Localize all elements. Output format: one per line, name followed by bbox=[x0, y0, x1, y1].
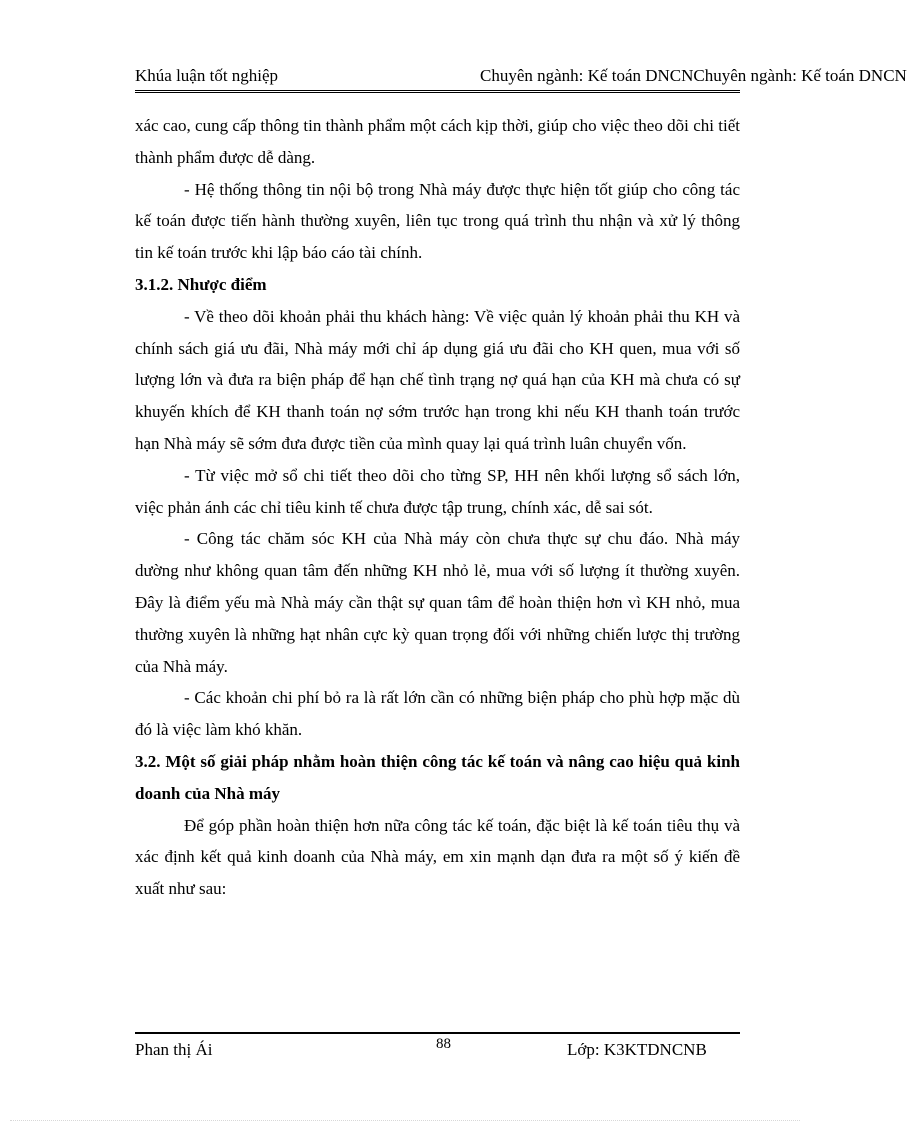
paragraph-costs: - Các khoản chi phí bỏ ra là rất lớn cần có những biện pháp cho phù hợp mặc dù đó là việc làm khó khăn. bbox=[135, 688, 740, 740]
paragraph-proposals-intro: Để góp phần hoàn thiện hơn nữa công tác kế toán, đặc biệt là kế toán tiêu thụ và xác định kết quả kinh doanh của Nhà máy, em xin mạnh dạn đưa ra một số ý kiến đề xuất như sau: bbox=[135, 815, 740, 899]
section-heading-solutions: 3.2. Một số giải pháp nhằm hoàn thiện công tác kế toán và nâng cao hiệu quả kinh doanh của Nhà máy bbox=[135, 751, 740, 803]
page-header bbox=[135, 62, 907, 93]
footer-author: Phan thị Ái bbox=[135, 1040, 213, 1059]
footer-class: Lớp: K3KTDNCNB bbox=[567, 1040, 707, 1059]
header-thesis-label: Khúa luận tốt nghiệp bbox=[135, 66, 279, 85]
header-major-label: Chuyên ngành: Kế toán DNCNChuyên ngành: Kế toán DNCN bbox=[480, 66, 907, 85]
paragraph-continuation: xác cao, cung cấp thông tin thành phẩm một cách kịp thời, giúp cho việc theo dõi chi tiết thành phẩm được dễ dàng. bbox=[135, 116, 740, 167]
page-number: 88 bbox=[436, 1036, 451, 1052]
paragraph-receivables: - Về theo dõi khoản phải thu khách hàng: Về việc quản lý khoản phải thu KH và chính sách giá ưu đãi, Nhà máy mới chỉ áp dụng giá ưu đãi cho KH quen, mua với số lượng lớn và đưa ra biện pháp để hạn chế tình trạng nợ quá hạn của KH mà chưa có sự khuyến khích để KH thanh toán nợ sớm trước hạn trong khi nếu KH thanh toán trước hạn Nhà máy sẽ sớm đưa được tiền của mình quay lại quá trình luân chuyển vốn. bbox=[135, 306, 740, 453]
page-body bbox=[135, 110, 740, 905]
page-bottom-edge bbox=[10, 1120, 800, 1121]
section-heading-weaknesses: 3.1.2. Nhược điểm bbox=[135, 274, 267, 294]
paragraph-customer-care: - Công tác chăm sóc KH của Nhà máy còn chưa thực sự chu đáo. Nhà máy dường như không quan tâm đến những KH nhỏ lẻ, mua với số lượng ít thường xuyên. Đây là điểm yếu mà Nhà máy cần thật sự quan tâm để hoàn thiện hơn vì KH nhỏ, mua thường xuyên là những hạt nhân cực kỳ quan trọng đối với những chiến lược thị trường của Nhà máy. bbox=[135, 529, 740, 676]
paragraph-ledgers: - Từ việc mở sổ chi tiết theo dõi cho từng SP, HH nên khối lượng sổ sách lớn, việc phản ánh các chỉ tiêu kinh tế chưa được tập trung, chính xác, dễ sai sót. bbox=[135, 465, 740, 517]
paragraph-internal-info: - Hệ thống thông tin nội bộ trong Nhà máy được thực hiện tốt giúp cho công tác kế toán được tiến hành thường xuyên, liên tục trong quá trình thu nhận và xử lý thông tin kế toán trước khi lập báo cáo tài chính. bbox=[135, 179, 740, 263]
footer-divider bbox=[135, 1032, 740, 1034]
